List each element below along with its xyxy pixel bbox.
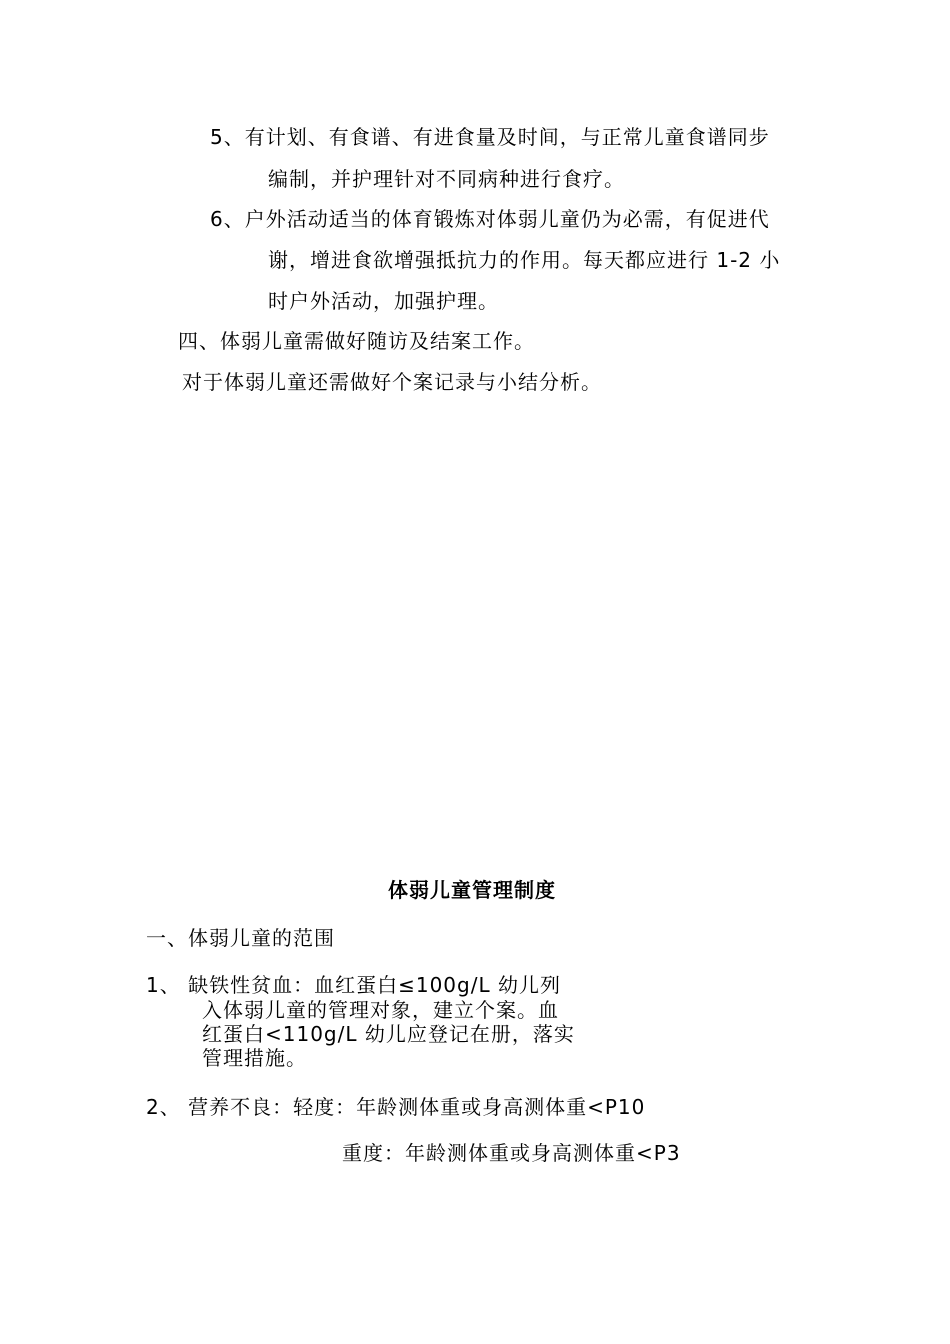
case-record-note: 对于体弱儿童还需做好个案记录与小结分析。 <box>182 370 602 394</box>
item-1-line-2: 入体弱儿童的管理对象，建立个案。血 <box>202 998 559 1022</box>
item-6-line-1: 6、户外活动适当的体育锻炼对体弱儿童仍为必需，有促进代 <box>210 207 770 231</box>
item-1-line-3: 红蛋白<110g/L 幼儿应登记在册，落实 <box>202 1022 575 1046</box>
item-2-line-2: 重度：年龄测体重或身高测体重<P3 <box>342 1141 681 1165</box>
item-5-line-2: 编制，并护理针对不同病种进行食疗。 <box>268 167 625 191</box>
item-6-line-2: 谢，增进食欲增强抵抗力的作用。每天都应进行 1-2 小 <box>268 248 781 272</box>
item-2-line-1: 2、 营养不良：轻度：年龄测体重或身高测体重<P10 <box>146 1095 646 1119</box>
item-6-line-3: 时户外活动，加强护理。 <box>268 289 499 313</box>
policy-title: 体弱儿童管理制度 <box>388 878 556 902</box>
item-5-line-1: 5、有计划、有食谱、有进食量及时间，与正常儿童食谱同步 <box>210 125 770 149</box>
heading-section-4: 四、体弱儿童需做好随访及结案工作。 <box>178 329 535 353</box>
scope-heading: 一、体弱儿童的范围 <box>146 926 335 950</box>
item-1-line-4: 管理措施。 <box>202 1046 307 1070</box>
item-1-line-1: 1、 缺铁性贫血：血红蛋白≤100g/L 幼儿列 <box>146 973 561 997</box>
